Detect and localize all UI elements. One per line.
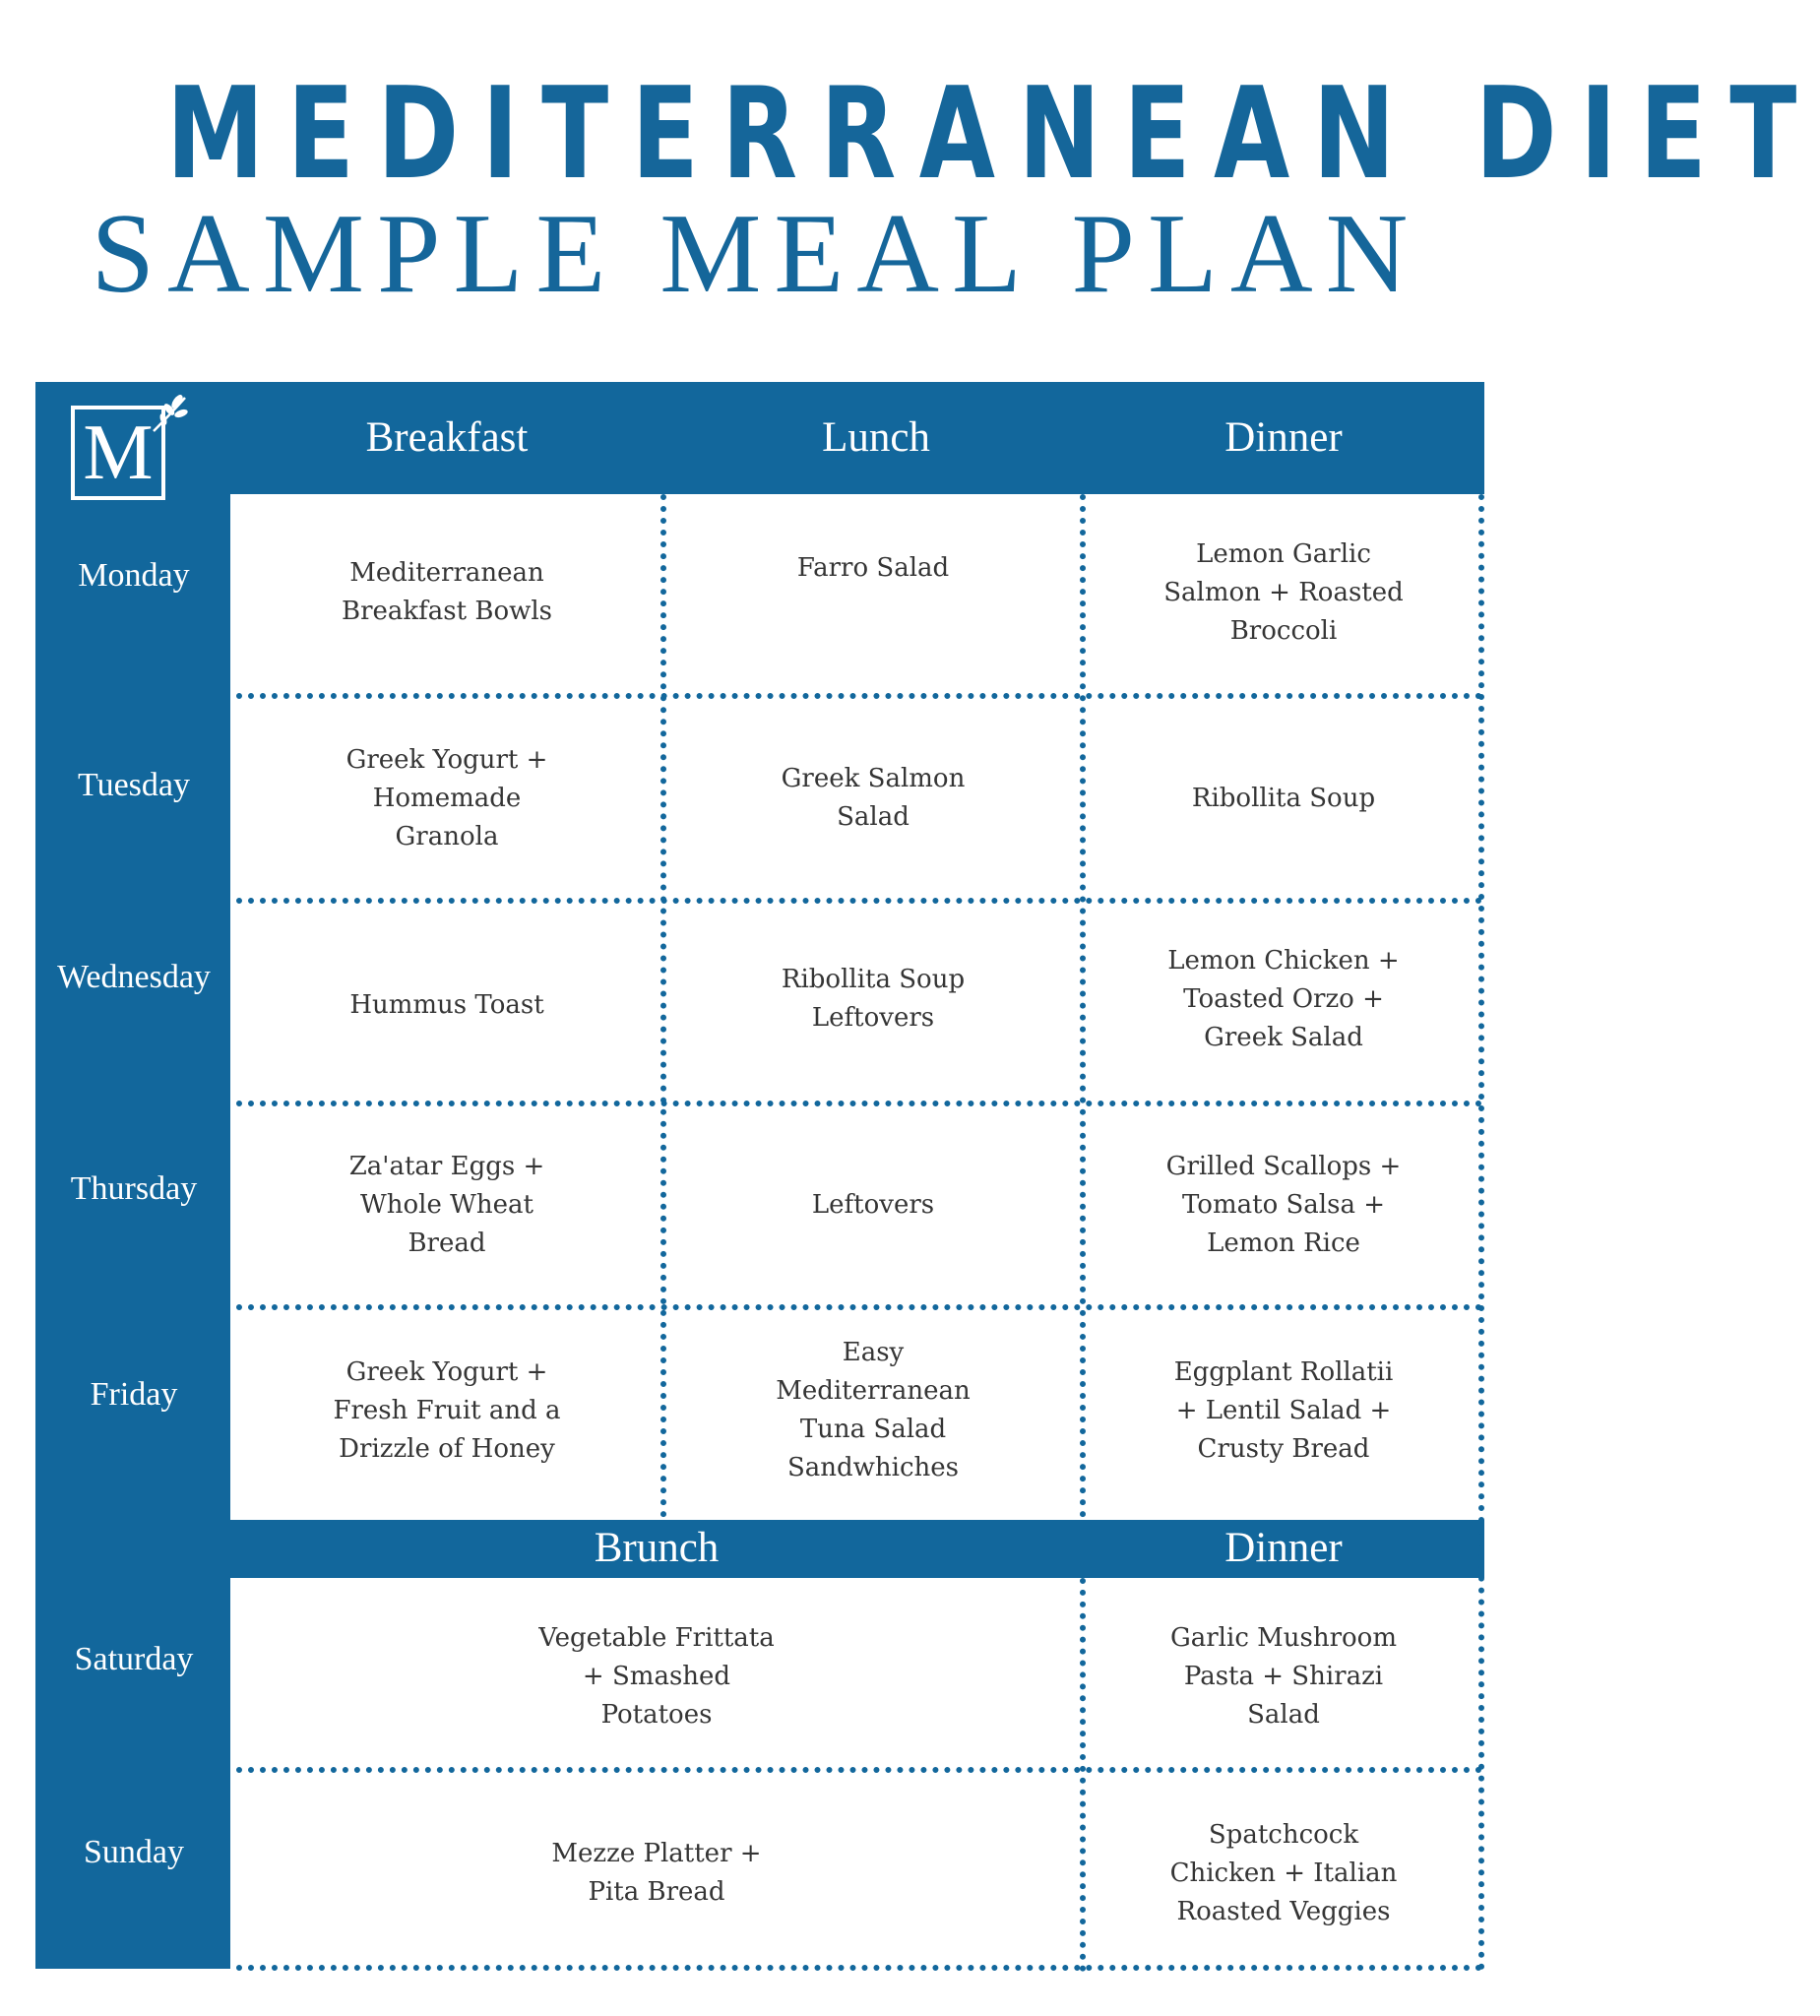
meal-wednesday-dinner: Lemon Chicken + Toasted Orzo + Greek Salad xyxy=(1167,945,1400,1052)
meal-monday-breakfast: Mediterranean Breakfast Bowls xyxy=(341,558,553,626)
header-dinner: Dinner xyxy=(1224,414,1343,461)
page-subtitle: SAMPLE MEAL PLAN xyxy=(91,191,1421,317)
grid-divider xyxy=(236,1767,1482,1773)
meal-thursday-dinner: Grilled Scallops + Tomato Salsa + Lemon Rice xyxy=(1165,1151,1402,1258)
header-brunch: Brunch xyxy=(594,1525,720,1571)
meal-tuesday-breakfast: Greek Yogurt + Homemade Granola xyxy=(345,744,548,851)
meal-saturday-dinner: Garlic Mushroom Pasta + Shirazi Salad xyxy=(1169,1622,1397,1730)
grid-divider xyxy=(236,1965,1482,1971)
meal-monday-lunch: Farro Salad xyxy=(796,552,950,583)
day-label-wednesday: Wednesday xyxy=(57,959,211,995)
meal-sunday-dinner: Spatchcock Chicken + Italian Roasted Veggies xyxy=(1169,1819,1398,1926)
meal-wednesday-lunch: Ribollita Soup Leftovers xyxy=(781,965,966,1033)
grid-divider xyxy=(660,494,666,1518)
grid-divider xyxy=(1478,494,1484,1971)
meal-saturday-brunch: Vegetable Frittata + Smashed Potatoes xyxy=(538,1622,775,1730)
grid-divider xyxy=(236,693,1482,699)
logo-letter: M xyxy=(83,410,154,496)
meal-tuesday-lunch: Greek Salmon Salad xyxy=(781,764,966,832)
day-label-saturday: Saturday xyxy=(74,1641,194,1677)
header-breakfast: Breakfast xyxy=(365,414,529,461)
meal-monday-dinner: Lemon Garlic Salmon + Roasted Broccoli xyxy=(1163,538,1404,646)
day-label-friday: Friday xyxy=(90,1376,178,1413)
day-label-thursday: Thursday xyxy=(70,1170,198,1207)
day-label-monday: Monday xyxy=(78,557,190,594)
olive-branch-icon xyxy=(148,392,191,435)
header-lunch: Lunch xyxy=(822,414,930,461)
meal-thursday-breakfast: Za'atar Eggs + Whole Wheat Bread xyxy=(348,1151,545,1258)
meal-friday-breakfast: Greek Yogurt + Fresh Fruit and a Drizzle of Honey xyxy=(333,1356,561,1464)
grid-divider xyxy=(236,1101,1482,1106)
day-label-tuesday: Tuesday xyxy=(78,767,190,803)
grid-divider xyxy=(236,1304,1482,1310)
header-weekend-dinner: Dinner xyxy=(1224,1525,1343,1571)
meal-friday-lunch: Easy Mediterranean Tuna Salad Sandwhiches xyxy=(776,1338,971,1482)
grid-divider xyxy=(1080,1578,1086,1972)
meal-thursday-lunch: Leftovers xyxy=(811,1189,935,1220)
day-label-sunday: Sunday xyxy=(84,1834,184,1870)
meal-sunday-brunch: Mezze Platter + Pita Bread xyxy=(551,1839,762,1907)
grid-divider xyxy=(1080,494,1086,1518)
page-title: MEDITERRANEAN DIET xyxy=(165,61,1820,208)
grid-divider xyxy=(236,898,1482,904)
meal-wednesday-breakfast: Hummus Toast xyxy=(349,989,544,1020)
meal-friday-dinner: Eggplant Rollatii + Lentil Salad + Crusty Bread xyxy=(1173,1356,1394,1464)
meal-tuesday-dinner: Ribollita Soup xyxy=(1191,783,1376,813)
